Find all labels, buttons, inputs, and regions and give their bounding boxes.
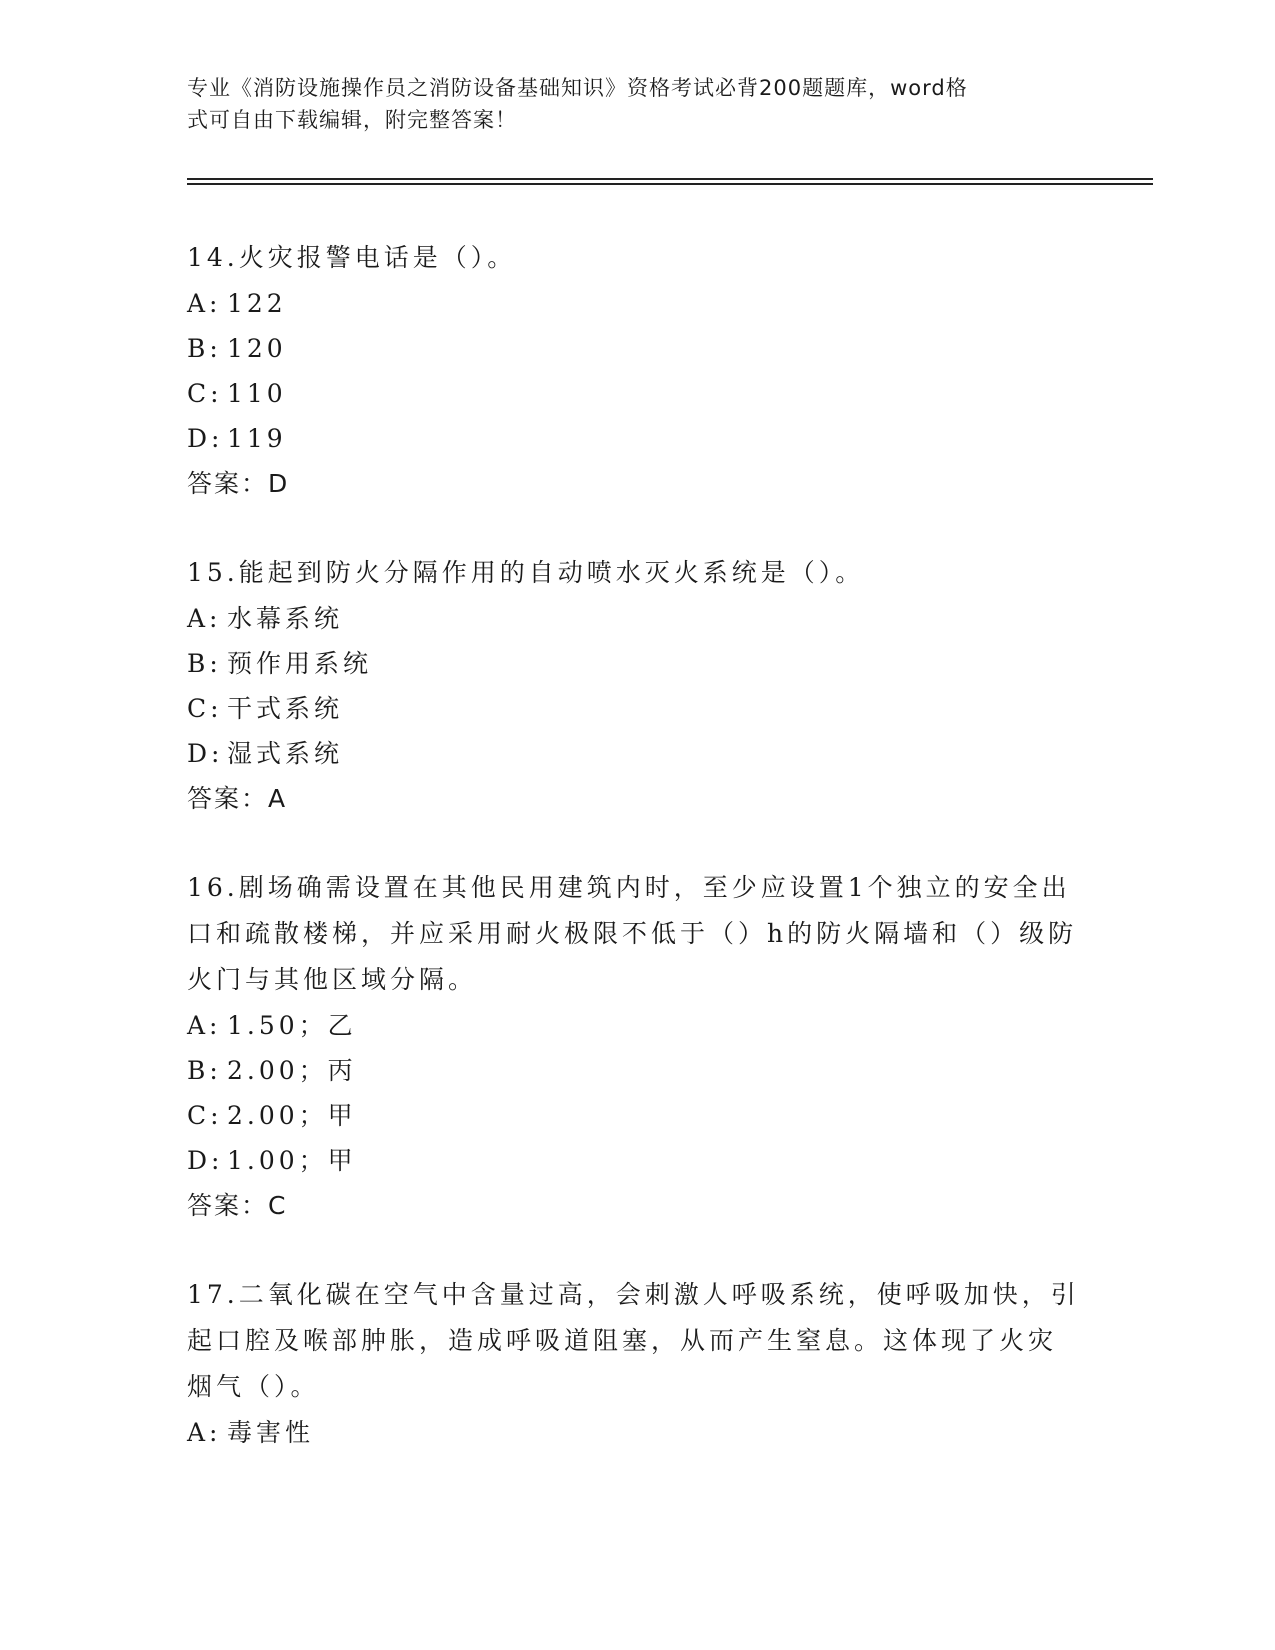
stem-line: 15.能起到防火分隔作用的自动喷水灭火系统是（）。 [187, 558, 865, 587]
question-stem [187, 1272, 1087, 1410]
option-key: A: [187, 1418, 222, 1447]
header-line-2: 式可自由下载编辑，附完整答案！ [187, 108, 517, 132]
question-16 [187, 865, 1087, 1228]
stem-line: 起口腔及喉部肿胀，造成呼吸道阻塞，从而产生窒息。这体现了火灾 [187, 1326, 1058, 1355]
option-text: 120 [227, 334, 287, 363]
option-d [187, 1138, 1087, 1183]
option-key: A: [187, 604, 222, 633]
option-a [187, 596, 1087, 641]
option-b [187, 641, 1087, 686]
option-text: 1.50；乙 [227, 1011, 357, 1040]
option-c [187, 1093, 1087, 1138]
option-c [187, 371, 1087, 416]
question-15 [187, 550, 1087, 821]
option-text: 122 [227, 289, 287, 318]
option-text: 119 [227, 424, 287, 453]
option-text: 湿式系统 [227, 739, 344, 768]
option-text: 2.00；丙 [227, 1056, 357, 1085]
answer-line: 答案：C [187, 1191, 288, 1220]
question-stem [187, 235, 1087, 281]
option-a [187, 281, 1087, 326]
option-text: 水幕系统 [227, 604, 344, 633]
header-divider-top [187, 178, 1153, 180]
option-key: C: [187, 1101, 223, 1130]
stem-line: 14.火灾报警电话是（）。 [187, 243, 517, 272]
stem-line: 16.剧场确需设置在其他民用建筑内时，至少应设置1个独立的安全出 [187, 873, 1071, 902]
option-key: D: [187, 424, 224, 453]
option-text: 1.00；甲 [227, 1146, 357, 1175]
option-key: B: [187, 1056, 222, 1085]
question-17 [187, 1272, 1087, 1455]
stem-line: 口和疏散楼梯，并应采用耐火极限不低于（）h的防火隔墙和（）级防 [187, 919, 1078, 948]
option-text: 毒害性 [227, 1418, 315, 1447]
option-c [187, 686, 1087, 731]
option-key: D: [187, 739, 224, 768]
header-line-1: 专业《消防设施操作员之消防设备基础知识》资格考试必背200题题库，word格 [187, 76, 968, 100]
option-text: 预作用系统 [227, 649, 373, 678]
stem-line: 烟气（）。 [187, 1372, 320, 1401]
option-key: A: [187, 289, 222, 318]
question-stem [187, 865, 1087, 1003]
option-text: 110 [227, 379, 287, 408]
option-text: 2.00；甲 [227, 1101, 357, 1130]
option-a [187, 1003, 1087, 1048]
option-b [187, 326, 1087, 371]
option-key: B: [187, 334, 222, 363]
option-a [187, 1410, 1087, 1455]
document-header [187, 72, 1087, 136]
option-d [187, 731, 1087, 776]
answer-line: 答案：D [187, 469, 290, 498]
question-14 [187, 235, 1087, 506]
question-list [187, 235, 1087, 1499]
stem-line: 17.二氧化碳在空气中含量过高，会刺激人呼吸系统，使呼吸加快，引 [187, 1280, 1080, 1309]
option-key: A: [187, 1011, 222, 1040]
option-b [187, 1048, 1087, 1093]
stem-line: 火门与其他区域分隔。 [187, 965, 478, 994]
option-key: D: [187, 1146, 224, 1175]
option-key: B: [187, 649, 222, 678]
option-text: 干式系统 [227, 694, 344, 723]
option-key: C: [187, 379, 223, 408]
option-key: C: [187, 694, 223, 723]
answer-line: 答案：A [187, 784, 288, 813]
question-stem [187, 550, 1087, 596]
header-divider-bottom [187, 183, 1153, 185]
option-d [187, 416, 1087, 461]
